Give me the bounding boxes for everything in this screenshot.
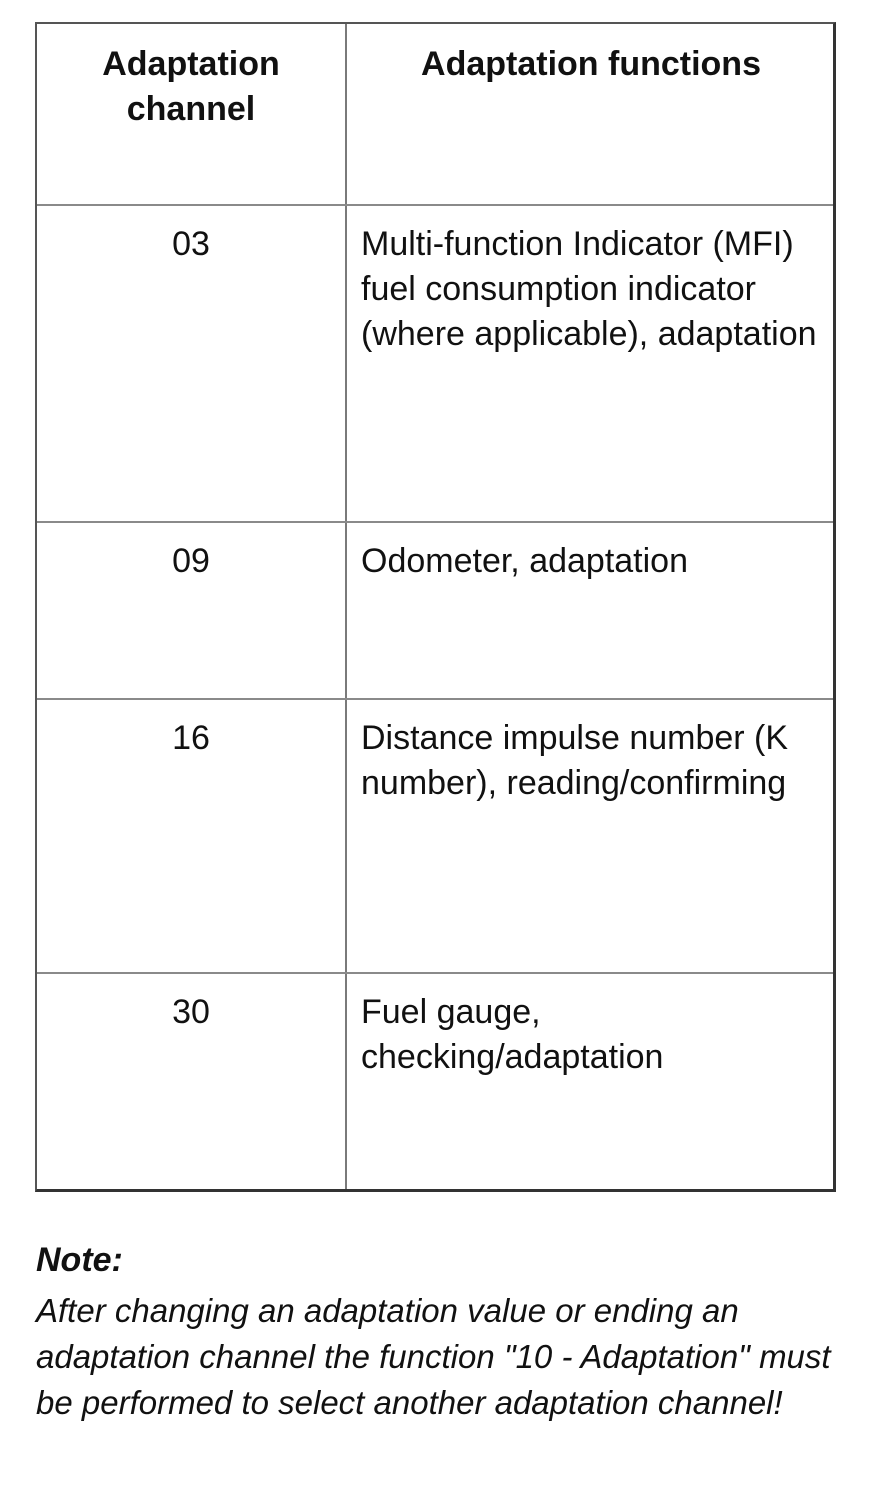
table-row xyxy=(37,204,833,521)
note-title: Note: xyxy=(36,1241,123,1279)
channel-cell: 03 xyxy=(172,225,210,263)
table-header-row xyxy=(37,24,833,204)
table-row xyxy=(37,698,833,972)
function-cell: Odometer, adaptation xyxy=(361,542,689,580)
function-cell: Fuel gauge, checking/adaptation xyxy=(361,993,664,1076)
table-row xyxy=(37,521,833,698)
adaptation-channel-table xyxy=(35,22,836,1192)
note-text: After changing an adaptation value or ending an adaptation channel the function "10 - Adaptation" must be performed to select another adaptation channel! xyxy=(36,1292,831,1421)
channel-cell: 09 xyxy=(172,542,210,580)
header-functions: Adaptation functions xyxy=(421,45,761,83)
function-cell: Distance impulse number (K number), reading/confirming xyxy=(361,719,789,802)
header-channel: Adaptation channel xyxy=(102,45,280,128)
function-cell: Multi-function Indicator (MFI) fuel consumption indicator (where applicable), adaptation xyxy=(361,225,817,353)
table-row xyxy=(37,972,833,1189)
channel-cell: 30 xyxy=(172,993,210,1031)
channel-cell: 16 xyxy=(172,719,210,757)
